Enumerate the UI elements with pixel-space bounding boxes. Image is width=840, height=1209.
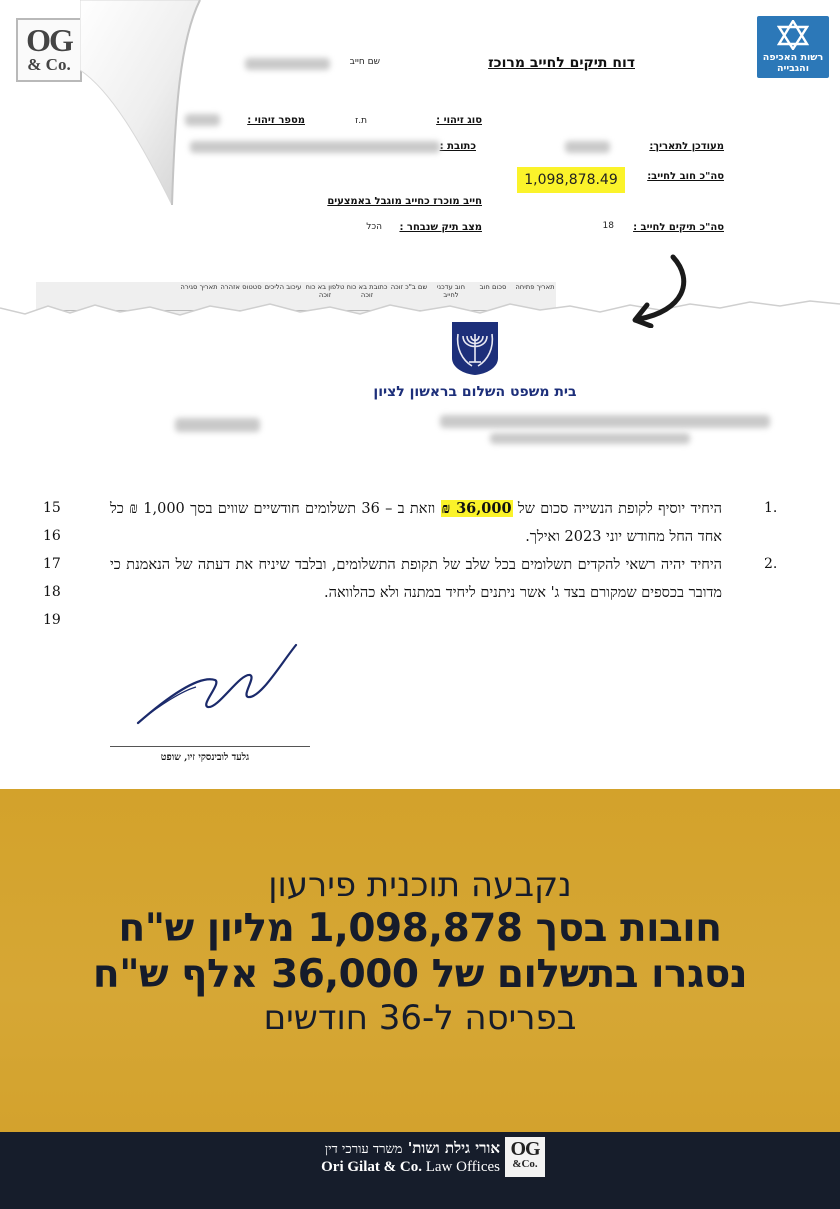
total-files-value: 18 bbox=[602, 221, 614, 231]
highlighted-amount: 36,000 ₪ bbox=[441, 500, 512, 517]
redacted-name bbox=[245, 58, 330, 70]
table-header: סכום חוב bbox=[479, 283, 507, 291]
judge-name: גלעד לובינסקי זיו, שופט bbox=[160, 752, 250, 763]
firm-name-english: Ori Gilat & Co. bbox=[321, 1159, 422, 1175]
paragraph-number: 2. bbox=[764, 556, 778, 572]
og-logo-bottom: & Co. bbox=[27, 55, 71, 74]
redacted-date bbox=[565, 141, 610, 153]
id-type-label: סוג זיהוי : bbox=[436, 115, 482, 126]
line-number: 16 bbox=[43, 528, 61, 544]
redacted-id bbox=[185, 114, 220, 126]
banner-line-2: חובות בסך 1,098,878 מליון ש"ח bbox=[118, 906, 722, 951]
paragraph-text: וזאת ב – 36 תשלומים חודשיים שווים בסך 1,000 ₪ כל אחד החל מחודש יוני 2023 ואילך. bbox=[110, 501, 722, 545]
state-emblem-icon bbox=[450, 320, 500, 376]
restricted-debtor-label: חייב מוכרז כחייב מוגבל באמצעים bbox=[327, 196, 482, 207]
judge-signature bbox=[130, 635, 300, 735]
line-number: 15 bbox=[43, 500, 61, 516]
table-header: עיכוב הליכים bbox=[264, 283, 302, 291]
debtor-report bbox=[0, 0, 840, 300]
ruling-paragraph-1 bbox=[110, 495, 722, 551]
table-header: שם ב"כ זוכה bbox=[390, 283, 428, 291]
address-label: כתובת : bbox=[439, 141, 476, 152]
signature-line bbox=[110, 746, 310, 747]
redacted-case-details bbox=[490, 433, 690, 444]
firm-suffix-hebrew: משרד עורכי דין bbox=[324, 1142, 403, 1157]
og-logo bbox=[16, 18, 82, 82]
debtor-name-label: שם חייב bbox=[349, 57, 380, 67]
table-header: תאריך סגירה bbox=[180, 283, 218, 291]
redacted-case-number bbox=[175, 418, 260, 432]
report-title: דוח תיקים לחייב מרוכז bbox=[488, 55, 635, 71]
banner-line-4: בפריסה ל-36 חודשים bbox=[263, 998, 577, 1038]
torn-paper-edge bbox=[0, 296, 840, 336]
table-header: תאריך פתיחה bbox=[515, 283, 555, 291]
footer-logo-top: OG bbox=[510, 1138, 540, 1160]
table-header: חוב עדכני לחייב bbox=[436, 283, 466, 299]
total-debt-label: סה"כ חוב לחייב: bbox=[647, 171, 724, 182]
table-header: כתובת בא כוח זוכה bbox=[346, 283, 388, 299]
id-number-label: מספר זיהוי : bbox=[247, 115, 305, 126]
footer-og-logo bbox=[505, 1137, 545, 1177]
firm-name-hebrew: אורי גילת ושות' bbox=[407, 1139, 500, 1157]
total-files-label: סה"כ תיקים לחייב : bbox=[633, 222, 724, 233]
curved-arrow-icon bbox=[625, 253, 695, 328]
ruling-paragraph-2: היחיד יהיה רשאי להקדים תשלומים בכל שלב של תקופת התשלומים, ובלבד שיניח את דעתה של הנאמנת כי מדובר בכספים שמקורם בצד ג' אשר ניתנים ליחיד במתנה ולא כהלוואה. bbox=[110, 557, 722, 601]
total-debt-value: 1,098,878.49 bbox=[517, 167, 625, 193]
updated-date-label: מעודכן לתאריך: bbox=[649, 141, 724, 152]
redacted-case-details bbox=[440, 415, 770, 428]
line-number: 17 bbox=[43, 556, 61, 572]
line-number: 18 bbox=[43, 584, 61, 600]
redacted-address bbox=[190, 141, 440, 153]
line-number: 19 bbox=[43, 612, 61, 628]
paragraph-text: היחיד יוסיף לקופת הנשייה סכום של bbox=[517, 501, 722, 517]
table-header: טלפון בא כוח זוכה bbox=[305, 283, 345, 299]
footer-english-name bbox=[285, 1159, 500, 1176]
authority-logo-text: רשות האכיפה והגבייה bbox=[762, 52, 824, 74]
firm-suffix-english: Law Offices bbox=[425, 1159, 500, 1175]
banner-line-3: נסגרו בתשלום של 36,000 אלף ש"ח bbox=[92, 952, 748, 997]
footer-hebrew-name bbox=[285, 1139, 500, 1158]
file-status-label: מצב תיק שנבחר : bbox=[399, 222, 482, 233]
file-status-value: הכל bbox=[366, 222, 382, 232]
og-logo-top: OG bbox=[26, 22, 72, 58]
court-name: בית משפט השלום בראשון לציון bbox=[373, 384, 577, 400]
enforcement-authority-logo bbox=[757, 16, 829, 78]
paragraph-number: 1. bbox=[764, 500, 778, 516]
table-header: סטטוס אזהרה bbox=[220, 283, 262, 291]
footer-logo-bottom: &Co. bbox=[512, 1158, 538, 1170]
id-type-value: ת.ז bbox=[355, 116, 367, 126]
star-of-david-icon bbox=[777, 20, 809, 50]
page-curl-graphic bbox=[80, 0, 220, 205]
banner-line-1: נקבעה תוכנית פירעון bbox=[268, 865, 572, 905]
